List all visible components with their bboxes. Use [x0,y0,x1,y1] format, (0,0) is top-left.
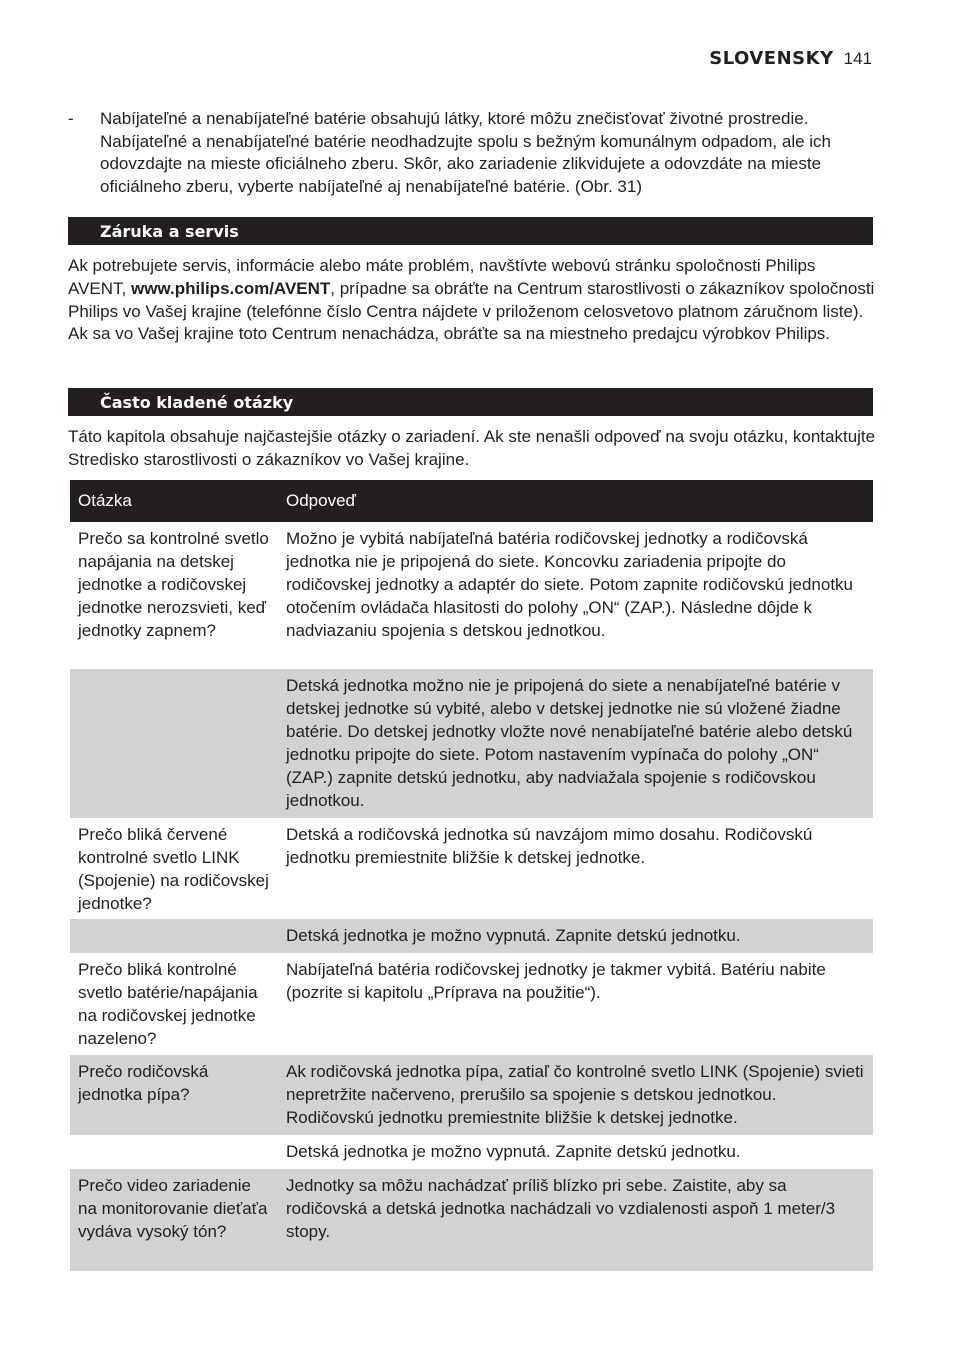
faq-row [70,1135,873,1169]
faq-intro: Táto kapitola obsahuje najčastejšie otázky o zariadení. Ak ste nenašli odpoveď na svoju otázku, kontaktujte Stredisko starostlivosti o zákazníkov vo Vašej krajine. [68,427,876,469]
faq-question: Prečo sa kontrolné svetlo napájania na detskej jednotke a rodičovskej jednotke nerozsvieti, keď jednotky zapnem? [78,529,269,640]
section-heading-warranty: Záruka a servis [68,217,873,245]
battery-disposal-note [68,108,876,198]
faq-answer: Detská jednotka je možno vypnutá. Zapnite detskú jednotku. [286,926,741,945]
faq-question: Prečo bliká červené kontrolné svetlo LINK (Spojenie) na rodičovskej jednotke? [78,825,269,913]
faq-answer: Ak rodičovská jednotka pípa, zatiaľ čo kontrolné svetlo LINK (Spojenie) svieti nepretržite načerveno, prerušilo sa spojenie s detskou jednotkou. Rodičovskú jednotku premiestnite bližšie k detskej jednotke. [286,1062,864,1127]
battery-disposal-text: Nabíjateľné a nenabíjateľné batérie obsahujú látky, ktoré môžu znečisťovať životné prostredie. Nabíjateľné a nenabíjateľné batérie neodhadzujte spolu s bežným komunálnym odpadom, ale ich odovzdajte na mieste oficiálneho zberu. Skôr, ako zariadenie zlikvidujete a odovzdáte na mieste oficiálneho zberu, vyberte nabíjateľné aj nenabíjateľné batérie. (Obr. 31) [100,109,831,196]
language-label: SLOVENSKY [709,48,834,69]
faq-row [70,1169,873,1271]
warranty-paragraph [68,255,876,346]
faq-question [70,669,278,818]
faq-question: Prečo bliká kontrolné svetlo batérie/napájania na rodičovskej jednotke nazeleno? [78,960,258,1048]
faq-row [70,669,873,818]
faq-row [70,953,873,1055]
faq-table-header [70,480,873,522]
section-heading-faq: Často kladené otázky [68,388,873,416]
philips-url-link[interactable]: www.philips.com/AVENT [130,278,331,298]
faq-question: Prečo video zariadenie na monitorovanie dieťaťa vydáva vysoký tón? [78,1176,268,1241]
page-number: 141 [843,49,872,68]
faq-answer: Detská jednotka je možno vypnutá. Zapnite detskú jednotku. [286,1142,741,1161]
faq-row [70,522,873,669]
faq-answer: Jednotky sa môžu nachádzať príliš blízko pri sebe. Zaistite, aby sa rodičovská a detská jednotka nachádzali vo vzdialenosti aspoň 1 meter/3 stopy. [286,1176,836,1241]
faq-answer: Možno je vybitá nabíjateľná batéria rodičovskej jednotky a rodičovská jednotka nie je pripojená do siete. Koncovku zariadenia pripojte do rodičovskej jednotky a adaptér do siete. Potom zapnite rodičovskú jednotku otočením ovládača hlasitosti do polohy „ON“ (ZAP.). Následne dôjde k nadviazaniu spojenia s detskou jednotkou. [286,529,853,640]
faq-table [70,480,873,1271]
warranty-text-after: , prípadne sa obráťte na Centrum starostlivosti o zákazníkov spoločnosti Philips vo Vašej krajine (telefónne číslo Centra nájdete v priloženom celosvetovo platnom záručnom liste). Ak sa vo Vašej krajine toto Centrum nenachádza, obráťte sa na miestneho predajcu výrobkov Philips. [68,278,875,344]
faq-answer: Nabíjateľná batéria rodičovskej jednotky je takmer vybitá. Batériu nabite (pozrite si kapitolu „Príprava na použitie“). [286,960,826,1002]
column-header-answer: Odpoveď [286,491,356,510]
warranty-text-before: Ak potrebujete servis, informácie alebo máte problém, navštívte webovú stránku spoločnosti Philips AVENT, [68,256,816,298]
faq-row [70,919,873,953]
faq-answer: Detská jednotka možno nie je pripojená do siete a nenabíjateľné batérie v detskej jednotke sú vybité, alebo v detskej jednotke nie sú vložené žiadne batérie. Do detskej jednotky vložte nové nenabíjateľné batérie alebo detskú jednotku pripojte do siete. Potom nastavením vypínača do polohy „ON“ (ZAP.) zapnite detskú jednotku, aby nadviažala spojenie s rodičovskou jednotkou. [286,676,853,810]
bullet-dash: - [68,109,74,128]
page-header [709,48,872,69]
faq-answer: Detská a rodičovská jednotka sú navzájom mimo dosahu. Rodičovskú jednotku premiestnite bližšie k detskej jednotke. [286,825,813,867]
faq-question [70,1135,278,1169]
faq-question [70,919,278,953]
faq-question: Prečo rodičovská jednotka pípa? [78,1062,209,1104]
faq-row [70,1055,873,1135]
faq-row [70,818,873,919]
column-header-question: Otázka [78,491,132,510]
